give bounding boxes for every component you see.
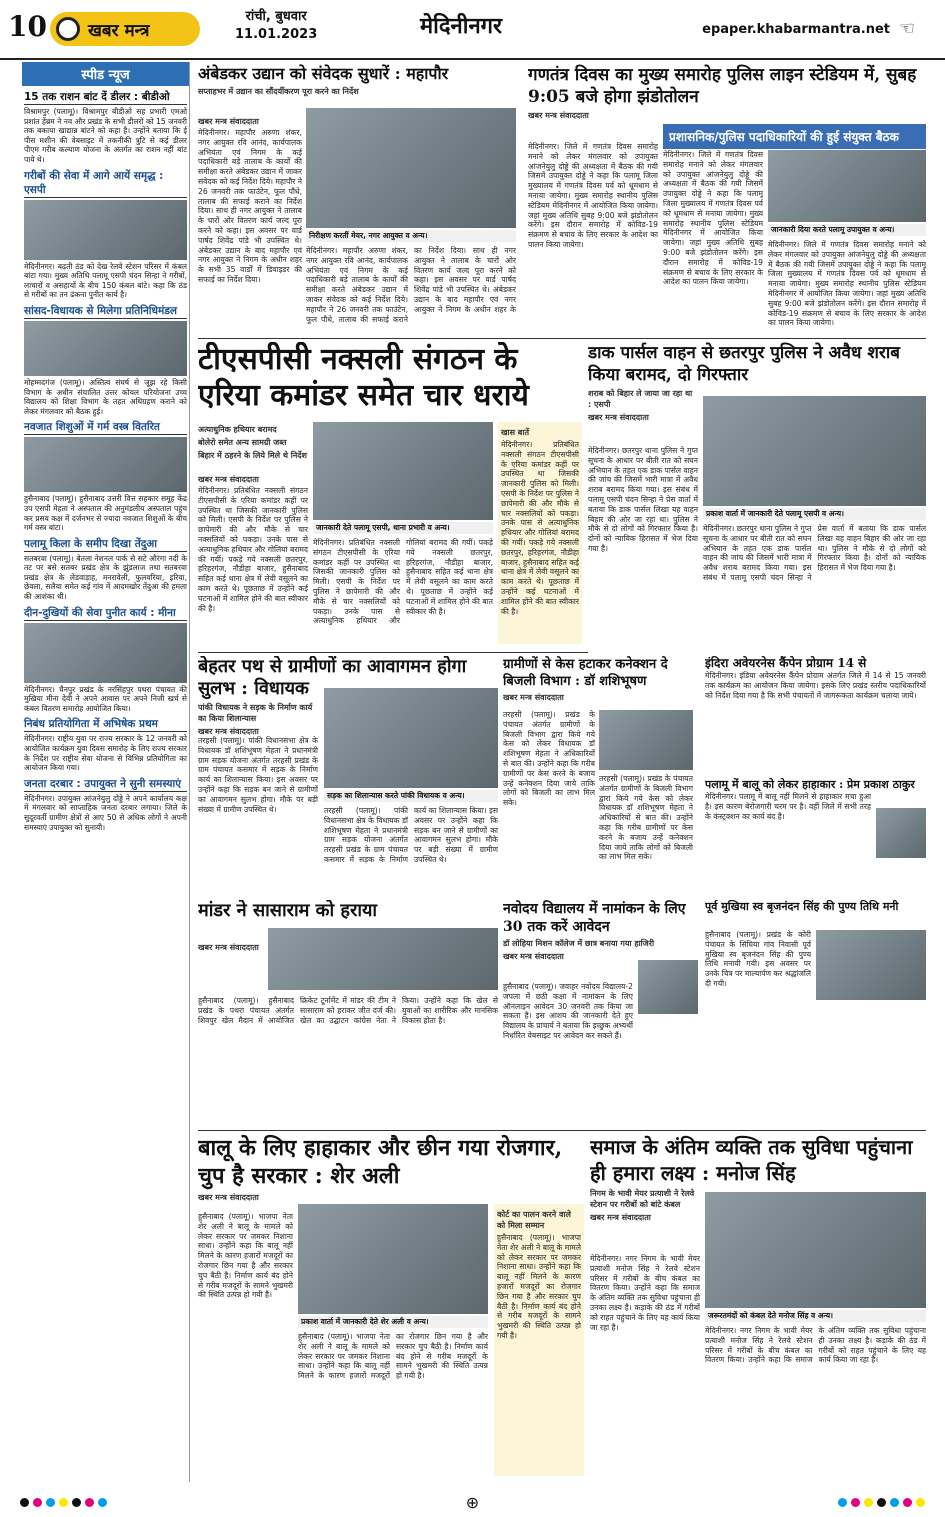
article-headline: पूर्व मुखिया स्व बृजनंदन सिंह की पुण्य तिथि मनी	[705, 900, 899, 913]
pointing-hand-icon: ☜	[898, 18, 915, 39]
article-subhead: सप्ताहभर में उद्यान का सौंदर्यीकरण पूरा करने का निर्देश	[198, 87, 359, 96]
article-body-more: मेदिनीनगर। जिले में गणतंत्र दिवस समारोह मनाने को लेकर मंगलवार को उपायुक्त आंजनेयुलु दोड्डे की अध्यक्षता में बैठक की गयी जिसमें उपायुक्त दोड्डे ने कहा कि पलामू जिला मुख्यालय में गणतंत्र दिवस पर्व को धूमधाम से मनाया जायेगा। मुख्य समारोह स्थानीय पुलिस स्टेडियम मेदिनीनगर में आयोजित किया जायेगा। जहां मुख्य अतिथि सुबह 9:00 बजे झंडोतोलन करेंगे। इस दौरान समारोह में कोविड-19 संक्रमण से बचाव के लिए सरकार के आदेश का पालन किया जायेगा।	[768, 240, 926, 328]
article-byline: खबर मन्त्र संवाददाता	[503, 693, 564, 702]
photo-caption: जानकारी देते पलामू एसपी, थाना प्रभारी व अन्य।	[313, 522, 493, 534]
bullet-list	[198, 422, 318, 463]
article-body-cont: मेदिनीनगर। जिले में गणतंत्र दिवस समारोह मनाने को लेकर मंगलवार को उपायुक्त आंजनेयुलु दोड्डे की अध्यक्षता में बैठक की गयी जिसमें उपायुक्त दोड्डे ने कहा कि पलामू जिला मुख्यालय में गणतंत्र दिवस पर्व को धूमधाम से मनाया जायेगा। मुख्य समारोह स्थानीय पुलिस स्टेडियम मेदिनीनगर में आयोजित किया जायेगा। जहां मुख्य अतिथि सुबह 9:00 बजे झंडोतोलन करेंगे। इस दौरान समारोह में कोविड-19 संक्रमण से बचाव के लिए सरकार के आदेश का पालन किया जायेगा।	[663, 150, 763, 287]
article-headline: पलामू में बालू को लेकर हाहाकार : प्रेम प्रकाश ठाकुर	[705, 778, 915, 791]
sidebar-title: खास बातें	[501, 428, 530, 437]
article-body: हुसैनाबाद (पलामू)। हुसैनाबाद प्रखंड के पथरा पंचायत अंतर्गत शिवपुर खेल मैदान में आयोजित क्रिकेट टूर्नामेंट में मांडर की टीम ने सासाराम को हराकर जीत दर्ज की। खेल का उद्घाटन कांग्रेस नेता ने किया। उन्होंने कहा कि खेल से युवाओं का शारीरिक और मानसिक विकास होता है।	[198, 996, 498, 1025]
left-item-head: 15 तक राशन बांट दें डीलर : बीडीओ	[24, 90, 187, 105]
article-photo	[599, 710, 693, 770]
article-body-cont: मेदिनीनगर। नगर निगम के भावी मेयर प्रत्याशी मनोज सिंह ने रेलवे स्टेशन परिसर में गरीबों के बीच कंबल का वितरण किया। उन्होंने कहा कि समाज के अंतिम व्यक्ति तक सुविधा पहुंचाना ही उनका लक्ष्य है। कड़ाके की ठंड में गरीबों को राहत पहुंचाने के लिए यह कार्य किया जा रहा है।	[705, 1326, 926, 1365]
print-registration-footer	[0, 1487, 945, 1517]
article-body: मेदिनीनगर। महापौर अरुणा शंकर, नगर आयुक्त रवि आनंद, कार्यपालक अभियंता एवं निगम के कई पदाधिकारी बड़े तालाब के कार्यों की समीक्षा करते अंबेडकर उद्यान में जाकर संवेदक को कई निर्देश दिये। महापौर ने 26 जनवरी तक फाउंटेन, फूल पौधे, तालाब की सफाई कराने का निर्देश दिया। साथ ही नगर आयुक्त ने तालाब के चारों ओर वितरण कार्य जल्द पूरा करने को कहा। इस अवसर पर वार्ड पार्षद शिवेंद्र पांडे भी उपस्थित थे। अंबेडकर उद्यान के बाद महापौर एवं नगर आयुक्त ने निगम के अधीन शहर के सभी 35 वार्डों में डिवाइडर की सफाई का निर्देश दिया।	[198, 128, 302, 284]
page-number: 10	[8, 10, 47, 43]
article-headline: ग्रामीणों से केस हटाकर कनेक्शन दे बिजली विभाग : डॉ शशिभूषण	[503, 657, 668, 689]
article-body: तरहसी (पलामू)। पांकी विधानसभा क्षेत्र के विधायक डॉ शशिभूषण मेहता ने प्रधानमंत्री ग्राम सड़क योजना अंतर्गत तरहसी प्रखंड के ग्राम पंचायत कसमार में सड़क के निर्माण कार्य का शिलान्यास किया। इस अवसर पर उन्होंने कहा कि सड़क बन जाने से ग्रामीणों का आवागमन सुलभ होगा। मौके पर बड़ी संख्या में ग्रामीण उपस्थित थे।	[198, 736, 318, 814]
article-byline: खबर मन्त्र संवाददाता	[503, 952, 564, 961]
left-item-head: नवजात शिशुओं में गर्म वस्त्र वितरित	[24, 420, 187, 435]
article-cricket-mandar	[198, 900, 498, 1125]
article-manoj-singh	[590, 1134, 926, 1479]
left-item-text: मोहम्मदगंज (पलामू)। अस्तित्व संघर्ष से जूझ रहे किसी विभाग के अधीन संचालित उत्तर कोयल परियोजना उच्च विद्यालय को शिक्षा विभाग के तहत अधिग्रहण कराने को लेकर मंगलवार को बैठक हुई।	[24, 377, 187, 416]
masthead	[0, 0, 945, 60]
article-body: हुसैनाबाद (पलामू)। भाजपा नेता शेर अली ने बालू के मामले को लेकर सरकार पर जमकर निशाना साधा। उन्होंने कहा कि बालू नहीं मिलने के कारण हजारों मजदूरों का रोजगार छिन गया है और सरकार चुप बैठी है। निर्माण कार्य बंद होने से गरीब मजदूरों के सामने भुखमरी की स्थिति उत्पन्न हो गयी है।	[198, 1212, 293, 1300]
article-photo	[298, 1204, 488, 1314]
color-dots-left	[20, 1498, 107, 1507]
divider	[198, 1130, 926, 1131]
left-item-head: गरीबों की सेवा में आगे आयें समृद्ध : एसपी	[24, 169, 187, 198]
article-body: मेदिनीनगर। नगर निगम के भावी मेयर प्रत्याशी मनोज सिंह ने रेलवे स्टेशन परिसर में गरीबों के बीच कंबल का वितरण किया। उन्होंने कहा कि समाज के अंतिम व्यक्ति तक सुविधा पहुंचाना ही उनका लक्ष्य है। कड़ाके की ठंड में गरीबों को राहत पहुंचाने के लिए यह कार्य किया जा रहा है।	[590, 1254, 700, 1332]
left-item-head: दीन-दुखियों की सेवा पुनीत कार्य : मीना	[24, 606, 187, 621]
article-byline: खबर मन्त्र संवाददाता	[528, 111, 589, 120]
article-photo	[768, 150, 926, 222]
article-subhead: निगम के भावी मेयर प्रत्याशी ने रेलवे स्टेशन पर गरीबों को बांटे कंबल	[590, 1189, 695, 1209]
divider	[198, 652, 588, 653]
bullet-item: बोलेरो समेत अन्य सामग्री जब्त	[198, 438, 287, 447]
article-better-road	[198, 656, 498, 896]
article-byline: खबर मन्त्र संवाददाता	[198, 475, 259, 484]
cyan-dot	[890, 1498, 899, 1507]
portrait-photo	[638, 960, 698, 1014]
left-item-text: मेदिनीनगर। चैनपुर प्रखंड के नरसिंहपुर पथरा पंचायत की मुखिया मीना देवी ने अपने आवास पर अपने निजी खर्च से कंबल वितरण समारोह आयोजित किया।	[24, 684, 187, 713]
article-headline: गणतंत्र दिवस का मुख्य समारोह पुलिस लाइन स्टेडियम में, सुबह 9:05 बजे होगा झंडोतोलन	[528, 65, 917, 107]
brand-logo	[50, 12, 200, 46]
article-headline: समाज के अंतिम व्यक्ति तक सुविधा पहुंचाना ही हमारा लक्ष्य : मनोज सिंह	[590, 1135, 913, 1185]
magenta-dot	[903, 1498, 912, 1507]
left-item-head: पलामू किला के समीप दिखा तेंदुआ	[24, 537, 187, 552]
photo-caption: सड़क का शिलान्यास करते पांकी विधायक व अन्य।	[324, 790, 498, 802]
bullet-item: बिहार में ठहरने के लिये मिले थे निर्देश	[198, 451, 307, 460]
article-body: मेदिनीनगर। छतरपुर थाना पुलिस ने गुप्त सूचना के आधार पर बीती रात को सघन अभियान के तहत एक डाक पार्सल वाहन की जांच की जिसमें भारी मात्रा में अवैध शराब बरामद किया गया। इस संबंध में पलामू एसपी चंदन सिन्हा ने प्रेस वार्ता में बताया कि डाक पार्सल लिखा यह वाहन बिहार की ओर जा रहा था। पुलिस ने मौके से दो लोगों को गिरफ्तार किया है। दोनों को न्यायिक हिरासत में भेज दिया गया है।	[588, 446, 698, 553]
sidebar-box	[494, 1204, 584, 1476]
sidebar-title: कोर्ट का पालन करने वाले को मिला सम्मान	[497, 1210, 571, 1230]
brand-name: खबर मन्त्र	[88, 20, 150, 41]
registration-crosshair-icon: ⊕	[465, 1492, 480, 1512]
magenta-dot	[33, 1498, 42, 1507]
left-item-photo	[24, 200, 187, 260]
left-item-photo	[24, 623, 187, 683]
article-subhead: डॉ लोहिया मिशन कॉलेज में छात्र बनाया गया हाजिरी	[503, 939, 655, 948]
black-dot	[20, 1498, 29, 1507]
article-body: मेदिनीनगर। इंडिया अवेयरनेस कैंपेन प्रोग्राम अंतर्गत जिले में 14 से 15 जनवरी तक कार्यक्रम का आयोजन किया जायेगा। इसके लिए प्रखंड स्तरीय पदाधिकारियों को निर्देश दिया गया है कि सभी पंचायतों में जागरूकता कार्यक्रम चलाया जाये।	[705, 671, 926, 700]
article-headline: डाक पार्सल वाहन से छतरपुर पुलिस ने अवैध शराब किया बरामद, दो गिरफ्तार	[588, 343, 900, 385]
article-headline: टीएसपीसी नक्सली संगठन के एरिया कमांडर समेत चार धराये	[198, 342, 529, 413]
black-dot	[877, 1498, 886, 1507]
article-ambedkar-udyan	[198, 64, 518, 334]
article-byline: खबर मन्त्र संवाददाता	[198, 943, 259, 952]
city-day: रांची, बुधवार	[245, 9, 307, 24]
article-byline: खबर मन्त्र संवाददाता	[198, 1193, 259, 1202]
article-body: मेदिनीनगर। पलामू में बालू नहीं मिलने से हाहाकार मचा हुआ है। इस कारण बेरोजगारी चरम पर है। वहीं जिले में सभी तरह के कंस्ट्रक्शन का कार्य बंद है।	[705, 792, 871, 821]
article-photo	[268, 928, 498, 990]
left-item-text: हुसैनाबाद (पलामू)। हुसैनाबाद उत्तरी वित्त सहकार समूह केंद्र उप एसपी मेहता ने अस्पताल की अनुमंडलीय अस्पताल पहुंच कर प्रसव कक्ष में दर्जनभर से ज्यादा नवजात शिशुओं के बीच गर्म वस्त्र बांटा।	[24, 494, 187, 533]
article-death-anniversary	[705, 900, 926, 1125]
article-body-cont: तरहसी (पलामू)। प्रखंड के पंचायत अंतर्गत ग्रामीणों के बिजली विभाग द्वारा किये गये केस को लेकर विधायक डॉ शशिभूषण मेहता ने अधिकारियों से बात की। उन्होंने कहा कि गरीब ग्रामीणों पर केस करने के बजाय उन्हें कनेक्शन दिया जाये ताकि लोगों को बिजली का लाभ मिल सके।	[599, 774, 693, 862]
left-item-head: जनता दरबार : उपायुक्त ने सुनी समस्याएं	[24, 777, 187, 792]
yellow-dot	[59, 1498, 68, 1507]
issue-date: 11.01.2023	[235, 27, 318, 42]
article-body: तरहसी (पलामू)। प्रखंड के पंचायत अंतर्गत ग्रामीणों के बिजली विभाग द्वारा किये गये केस को लेकर विधायक डॉ शशिभूषण मेहता ने अधिकारियों से बात की। उन्होंने कहा कि गरीब ग्रामीणों पर केस करने के बजाय उन्हें कनेक्शन दिया जाये ताकि लोगों को बिजली का लाभ मिल सके।	[503, 710, 595, 808]
article-photo	[705, 1192, 926, 1308]
article-body: मेदिनीनगर। जिले में गणतंत्र दिवस समारोह मनाने को लेकर मंगलवार को उपायुक्त आंजनेयुलु दोड्डे की अध्यक्षता में बैठक की गयी जिसमें उपायुक्त दोड्डे ने कहा कि पलामू जिला मुख्यालय में गणतंत्र दिवस पर्व को धूमधाम से मनाया जायेगा। मुख्य समारोह स्थानीय पुलिस स्टेडियम मेदिनीनगर में आयोजित किया जायेगा। जहां मुख्य अतिथि सुबह 9:00 बजे झंडोतोलन करेंगे। इस दौरान समारोह में कोविड-19 संक्रमण से बचाव के लिए सरकार के आदेश का पालन किया जायेगा।	[528, 142, 658, 249]
left-item-photo	[24, 321, 187, 376]
section-title: मेदिनीनगर	[420, 14, 503, 39]
magenta-dot	[85, 1498, 94, 1507]
article-body-cont: मेदिनीनगर। प्रतिबंधित नक्सली संगठन टीएसपीसी के एरिया कमांडर कहीं पर उपस्थित था जिसकी जानकारी पुलिस को मिली। एसपी के निर्देश पर पुलिस ने छापेमारी की और मौके से चार नक्सलियों को पकड़ा। उनके पास से अत्याधुनिक हथियार और गोलियां बरामद की गयीं। पकड़े गये नक्सली छतरपुर, हरिहरगंज, नौडीहा बाजार, हुसैनाबाद सहित कई थाना क्षेत्र में लेवी वसूलने का काम करते थे। पूछताछ में उन्होंने कई घटनाओं में शामिल होने की बात स्वीकार की है।	[313, 538, 493, 626]
article-tspc-naxal	[198, 342, 582, 647]
yellow-dot	[864, 1498, 873, 1507]
article-headline: नवोदय विद्यालय में नामांकन के लिए 30 तक करें आवेदन	[503, 901, 686, 935]
article-body-cont: तरहसी (पलामू)। पांकी विधानसभा क्षेत्र के विधायक डॉ शशिभूषण मेहता ने प्रधानमंत्री ग्राम सड़क योजना अंतर्गत तरहसी प्रखंड के ग्राम पंचायत कसमार में सड़क के निर्माण कार्य का शिलान्यास किया। इस अवसर पर उन्होंने कहा कि सड़क बन जाने से ग्रामीणों का आवागमन सुलभ होगा। मौके पर बड़ी संख्या में ग्रामीण उपस्थित थे।	[324, 806, 498, 864]
sidebar-box	[498, 422, 582, 644]
cyan-dot	[46, 1498, 55, 1507]
article-subhead: शराब को बिहार ले जाया जा रहा था : एसपी	[588, 389, 693, 409]
article-headline: बेहतर पथ से ग्रामीणों का आवागमन होगा सुलभ : विधायक	[198, 656, 467, 699]
article-photo	[816, 930, 926, 1000]
left-item-text: विश्रामपुर (पलामू)। विश्रामपुर बीडीओ सह प्रभारी एमओ प्रशांत हेंब्रम ने नव और प्रखंड के सभी डीलरों को 15 जनवरी तक बकाया खाद्यान्न बांटने को कहा है। उन्होंने बताया कि ई पीस मशीन की वेबसाइट में तकनीकी त्रुटि से कई डीलर पीएम गरीब कल्याण योजना के अंतर्गत का राशन नहीं बांट पाये थे।	[24, 107, 187, 164]
article-sand-shortage	[705, 778, 926, 896]
article-body-cont: हुसैनाबाद (पलामू)। भाजपा नेता शेर अली ने बालू के मामले को लेकर सरकार पर जमकर निशाना साधा। उन्होंने कहा कि बालू नहीं मिलने के कारण हजारों मजदूरों का रोजगार छिन गया है और सरकार चुप बैठी है। निर्माण कार्य बंद होने से गरीब मजदूरों के सामने भुखमरी की स्थिति उत्पन्न हो गयी है।	[298, 1332, 488, 1381]
yellow-dot	[916, 1498, 925, 1507]
article-photo	[306, 108, 516, 228]
brand-mark-icon	[56, 17, 80, 41]
article-body: मेदिनीनगर। प्रतिबंधित नक्सली संगठन टीएसपीसी के एरिया कमांडर कहीं पर उपस्थित था जिसकी जानकारी पुलिस को मिली। एसपी के निर्देश पर पुलिस ने छापेमारी की और मौके से चार नक्सलियों को पकड़ा। उनके पास से अत्याधुनिक हथियार और गोलियां बरामद की गयीं। पकड़े गये नक्सली छतरपुर, हरिहरगंज, नौडीहा बाजार, हुसैनाबाद सहित कई थाना क्षेत्र में लेवी वसूलने का काम करते थे। पूछताछ में उन्होंने कई घटनाओं में शामिल होने की बात स्वीकार की है।	[198, 486, 308, 613]
article-byline: खबर मन्त्र संवाददाता	[590, 1213, 651, 1222]
sidebar-text: मेदिनीनगर। प्रतिबंधित नक्सली संगठन टीएसपीसी के एरिया कमांडर कहीं पर उपस्थित था जिसकी जानकारी पुलिस को मिली। एसपी के निर्देश पर पुलिस ने छापेमारी की और मौके से चार नक्सलियों को पकड़ा। उनके पास से अत्याधुनिक हथियार और गोलियां बरामद की गयीं। पकड़े गये नक्सली छतरपुर, हरिहरगंज, नौडीहा बाजार, हुसैनाबाद सहित कई थाना क्षेत्र में लेवी वसूलने का काम करते थे। पूछताछ में उन्होंने कई घटनाओं में शामिल होने की बात स्वीकार की है।	[501, 440, 579, 616]
photo-caption: प्रकाश वार्ता में जानकारी देते पलामू एसपी व अन्य।	[703, 508, 926, 520]
left-news-column	[22, 62, 190, 1482]
article-awareness-campaign	[705, 656, 926, 774]
article-headline: बालू के लिए हाहाकार और छीन गया रोजगार, चुप है सरकार : शेर अली	[198, 1135, 563, 1189]
article-headline: अंबेडकर उद्यान को संवेदक सुधारें : महापौर	[198, 64, 449, 83]
article-navodaya	[503, 900, 698, 1125]
sidebar-text: हुसैनाबाद (पलामू)। भाजपा नेता शेर अली ने बालू के मामले को लेकर सरकार पर जमकर निशाना साधा। उन्होंने कहा कि बालू नहीं मिलने के कारण हजारों मजदूरों का रोजगार छिन गया है और सरकार चुप बैठी है। निर्माण कार्य बंद होने से गरीब मजदूरों के सामने भुखमरी की स्थिति उत्पन्न हो गयी है।	[497, 1233, 581, 1340]
article-chhatarpur-liquor	[588, 342, 926, 647]
article-byline: खबर मन्त्र संवाददाता	[588, 413, 649, 422]
color-dots-right	[838, 1498, 925, 1507]
bullet-item: अत्याधुनिक हथियार बरामद	[198, 425, 277, 434]
photo-caption: प्रकाश वार्ता में जानकारी देते शेर अली व अन्य।	[298, 1316, 488, 1328]
article-photo	[324, 688, 498, 788]
dateline	[235, 8, 317, 44]
cyan-dot	[838, 1498, 847, 1507]
article-body-cont: मेदिनीनगर। महापौर अरुणा शंकर, नगर आयुक्त रवि आनंद, कार्यपालक अभियंता एवं निगम के कई पदाधिकारी बड़े तालाब के कार्यों की समीक्षा करते अंबेडकर उद्यान में जाकर संवेदक को कई निर्देश दिये। महापौर ने 26 जनवरी तक फाउंटेन, फूल पौधे, तालाब की सफाई कराने का निर्देश दिया। साथ ही नगर आयुक्त ने तालाब के चारों ओर वितरण कार्य जल्द पूरा करने को कहा। इस अवसर पर वार्ड पार्षद शिवेंद्र पांडे भी उपस्थित थे। अंबेडकर उद्यान के बाद महापौर एवं नगर आयुक्त ने निगम के अधीन शहर के	[306, 246, 516, 324]
article-headline: मांडर ने सासाराम को हराया	[198, 900, 378, 921]
left-item-photo	[24, 437, 187, 492]
photo-caption: जरूरतमंदों को कंबल देते मनोज सिंह व अन्य।	[705, 1310, 926, 1322]
epaper-link[interactable]: epaper.khabarmantra.net	[702, 22, 890, 37]
article-photo	[703, 396, 926, 506]
article-body: हुसैनाबाद (पलामू)। प्रखंड के कोरी पंचायत के सिंघिया गांव निवासी पूर्व मुखिया स्व बृजनंदन सिंह की पुण्य तिथि मनायी गयी। इस अवसर पर उनके चित्र पर माल्यार्पण कर श्रद्धांजलि दी गयी।	[705, 930, 811, 988]
article-byline: खबर मन्त्र संवाददाता	[198, 727, 259, 736]
article-republic-day	[528, 64, 926, 334]
article-headline: इंदिरा अवेयरनेस कैंपेन प्रोग्राम 14 से	[705, 656, 867, 670]
portrait-photo	[876, 808, 926, 858]
article-byline: खबर मन्त्र संवाददाता	[198, 117, 259, 126]
article-subhead: पांकी विधायक ने सड़क के निर्माण कार्य का किया शिलान्यास	[198, 703, 313, 723]
left-item-text: मेदिनीनगर। उपायुक्त आंजनेयुलु दोड्डे ने अपने कार्यालय कक्ष में मंगलवार को साप्ताहिक जनता दरबार लगाया। जिले के सुदूरवर्ती ग्रामीण क्षेत्रों से आए 50 से अधिक लोगों ने अपनी समस्याएं उपायुक्त को सुनायी।	[24, 793, 187, 832]
left-item-text: मेदिनीनगर। राष्ट्रीय युवा पर राज्य सरकार के 12 जनवरी को आयोजित कार्यक्रम युवा दिवस समारोह के लिए राज्य सरकार के निर्देश पर राष्ट्रीय सेवा योजना से विभिन्न प्रतियोगिता का आयोजन किया गया।	[24, 734, 187, 773]
photo-caption: जानकारी दिया करते पलामू उपायुक्त व अन्य।	[768, 224, 926, 236]
left-item-text: मेदिनीनगर। बढ़ती ठंड को देख रेलवे स्टेशन परिसर में कंबल बांटा गया। मुख्य अतिथि पलामू एसपी चंदन सिन्हा ने गरीबों, लाचारों व असहायों के बीच 150 कंबल बांटे। कहा कि ठंड से गरीबों का तन ढंकना पुनीत कार्य है।	[24, 261, 187, 300]
article-sher-ali	[198, 1134, 584, 1479]
article-electricity	[503, 656, 693, 896]
article-photo	[313, 422, 493, 520]
left-item-head: सांसद-विधायक से मिलेगा प्रतिनिधिमंडल	[24, 304, 187, 319]
left-item-head: निबंध प्रतियोगिता में अभिषेक प्रथम	[24, 717, 187, 732]
article-body-cont: मेदिनीनगर। छतरपुर थाना पुलिस ने गुप्त सूचना के आधार पर बीती रात को सघन अभियान के तहत एक डाक पार्सल वाहन की जांच की जिसमें भारी मात्रा में अवैध शराब बरामद किया गया। इस संबंध में पलामू एसपी चंदन सिन्हा ने प्रेस वार्ता में बताया कि डाक पार्सल लिखा यह वाहन बिहार की ओर जा रहा था। पुलिस ने मौके से दो लोगों को गिरफ्तार किया है। दोनों को न्यायिक हिरासत में भेज दिया गया है।	[703, 524, 926, 582]
photo-caption: निरीक्षण करतीं मेयर, नगर आयुक्त व अन्य।	[306, 230, 516, 242]
article-body: हुसैनाबाद (पलामू)। जवाहर नवोदय विद्यालय-2 जपला में छठी कक्षा में नामांकन के लिए ऑनलाइन आवेदन 30 जनवरी तक किया जा सकता है। इस आशय की जानकारी देते हुए विद्यालय के प्राचार्य ने बताया कि इच्छुक अभ्यर्थी निर्धारित वेबसाइट पर आवेदन कर सकते हैं।	[503, 982, 633, 1040]
magenta-dot	[851, 1498, 860, 1507]
black-dot	[72, 1498, 81, 1507]
subhead-bar: प्रशासनिक/पुलिस पदाधिकारियों की हुई संयुक्त बैठक	[663, 124, 926, 149]
cyan-dot	[98, 1498, 107, 1507]
speed-news-header: स्पीड न्यूज	[22, 62, 189, 86]
divider	[198, 338, 926, 339]
left-item-text: सतबरवा (पलामू)। बेतला नेशनल पार्क से सटे औरंगा नदी के तट पर बसे सतबर प्रखंड क्षेत्र के झुंडलाज तथा सतबरवा प्रखंड क्षेत्र के लेडवाड़ाह, मनरावेली, फुलवरिया, इरिया, छेवला, सलैया समेत कई गांव में आदमखोर तेंदुआ की हमला की आशंका थी।	[24, 553, 187, 602]
